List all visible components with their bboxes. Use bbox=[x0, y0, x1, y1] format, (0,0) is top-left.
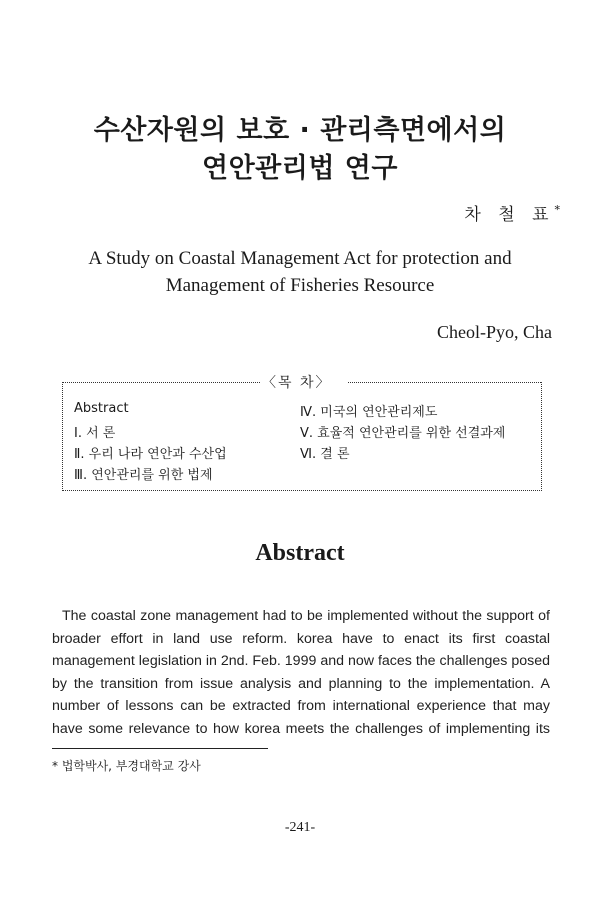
korean-title-line-2: 연안관리법 연구 bbox=[202, 153, 398, 184]
toc-item-6: Ⅵ. 결 론 bbox=[300, 447, 350, 462]
toc-border-left bbox=[62, 382, 260, 383]
abstract-line: have some relevance to how korea meets the challenges of implementing its bbox=[52, 720, 550, 737]
page-number: -241- bbox=[284, 820, 316, 835]
abstract-line: The coastal zone management had to be implemented without the support of bbox=[62, 608, 550, 624]
author-korean-name: 차 철 표 bbox=[464, 205, 555, 225]
footnote-rule bbox=[52, 748, 268, 749]
toc-item-5: Ⅴ. 효율적 연안관리를 위한 선결과제 bbox=[300, 426, 506, 441]
toc-border-right bbox=[348, 382, 541, 383]
toc-item-3: Ⅲ. 연안관리를 위한 법제 bbox=[74, 468, 213, 483]
abstract-line: management legislation in 2nd. Feb. 1999 and now faces the challenges posed bbox=[52, 653, 550, 670]
abstract-heading: Abstract bbox=[255, 540, 345, 566]
toc-item-4: Ⅳ. 미국의 연안관리제도 bbox=[300, 405, 438, 420]
toc-item-abstract: Abstract bbox=[74, 401, 129, 416]
toc-heading: 〈목 차〉 bbox=[262, 375, 332, 391]
english-title-line-1: A Study on Coastal Management Act for protection and bbox=[88, 248, 512, 269]
author-english: Cheol-Pyo, Cha bbox=[437, 322, 552, 342]
english-title-line-2: Management of Fisheries Resource bbox=[165, 275, 435, 296]
korean-title-line-1: 수산자원의 보호 · 관리측면에서의 bbox=[93, 115, 507, 146]
abstract-line: by the transition from issue analysis and planning to the implementation. A bbox=[52, 675, 550, 692]
abstract-line: broader effort in land use reform. korea have to enact its first coastal bbox=[52, 630, 550, 647]
toc-item-1: Ⅰ. 서 론 bbox=[74, 426, 116, 441]
toc-item-2: Ⅱ. 우리 나라 연안과 수산업 bbox=[74, 447, 227, 462]
abstract-line: number of lessons can be extracted from international experience that may bbox=[52, 698, 550, 715]
author-footnote-mark: * bbox=[554, 203, 560, 217]
footnote: * 법학박사, 부경대학교 강사 bbox=[52, 759, 201, 773]
author-korean bbox=[464, 200, 560, 225]
abstract-body bbox=[52, 605, 550, 741]
